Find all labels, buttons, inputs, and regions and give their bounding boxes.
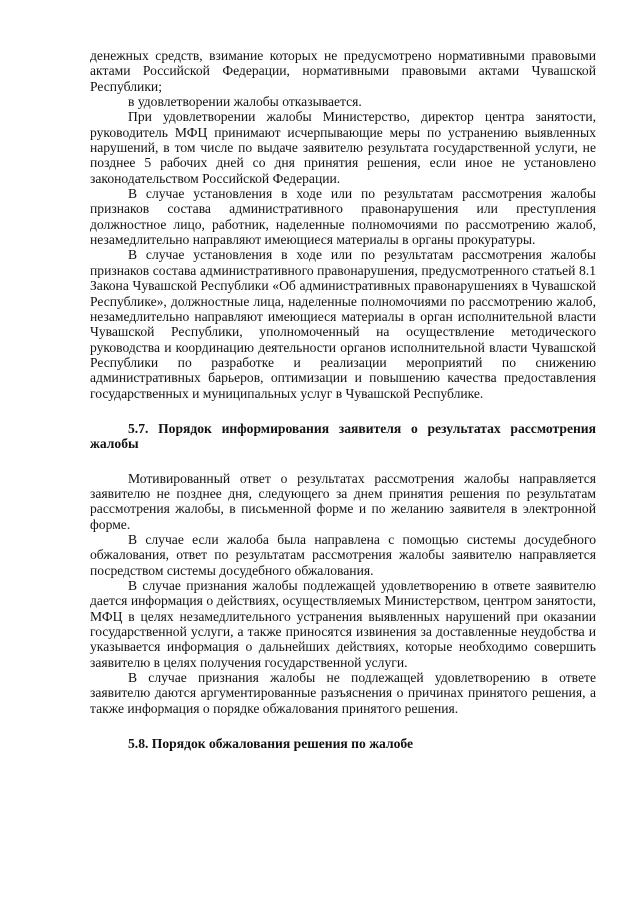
paragraph-pretrial-system: В случае если жалоба была направлена с помощью системы досудебного обжалования, ответ по результатам рассмотрения жалобы заявителю направляется посредством системы досудебного обжалования. [90,531,596,578]
section-heading-5-7: 5.7. Порядок информирования заявителя о результатах рассмотрения жалобы [90,420,596,452]
spacer [90,401,596,421]
paragraph-complaint-rejected: В случае признания жалобы не подлежащей удовлетворению в ответе заявителю даются аргументированные разъяснения о причинах принятого решения, а также информация о порядке обжалования принятого решения. [90,670,596,716]
spacer [90,452,596,471]
paragraph-prosecutor-referral: В случае установления в ходе или по результатам рассмотрения жалобы признаков состава административного правонарушения или преступления должностное лицо, работник, наделенные полномочиями по рассмотрению жалоб, незамедлительно направляют имеющиеся материалы в органы прокуратуры. [90,186,596,248]
paragraph-administrative-offense: В случае установления в ходе или по результатам рассмотрения жалобы признаков состава административного правонарушения, предусмотренного статьей 8.1 Закона Чувашской Республики «Об административных правонарушениях в Чувашской Республике», должностные лица, наделенные полномочиями по рассмотрению жалоб, незамедлительно направляют имеющиеся материалы в орган исполнительной власти Чувашской Республики, уполномоченный на осуществление методического руководства и координацию деятельности органов исполнительной власти Чувашской Республики по разработке и реализации мероприятий по снижению административных барьеров, оптимизации и повышению качества предоставления государственных и муниципальных услуг в Чувашской Республике. [90,247,596,401]
spacer [90,716,596,736]
paragraph-satisfaction-measures: При удовлетворении жалобы Министерство, директор центра занятости, руководитель МФЦ принимают исчерпывающие меры по устранению выявленных нарушений, в том числе по выдаче заявителю результата государственной услуги, не позднее 5 рабочих дней со дня принятия решения, если иное не установлено законодательством Российской Федерации. [90,109,596,186]
paragraph-fees: денежных средств, взимание которых не предусмотрено нормативными правовыми актами Российской Федерации, нормативными правовыми актами Чувашской Республики; [90,48,596,94]
paragraph-motivated-answer: Мотивированный ответ о результатах рассмотрения жалобы направляется заявителю не позднее дня, следующего за днем принятия решения по результатам рассмотрения жалобы, в письменной форме и по желанию заявителя в электронной форме. [90,470,596,532]
document-page [90,48,596,751]
paragraph-complaint-satisfied: В случае признания жалобы подлежащей удовлетворению в ответе заявителю дается информация о действиях, осуществляемых Министерством, центром занятости, МФЦ в целях незамедлительного устранения выявленных нарушений при оказании государственной услуги, а также приносятся извинения за доставленные неудобства и указывается информация о дальнейших действиях, которые необходимо совершить заявителю в целях получения государственной услуги. [90,578,596,670]
paragraph-refusal: в удовлетворении жалобы отказывается. [128,94,362,110]
section-heading-5-8: 5.8. Порядок обжалования решения по жалобе [128,736,414,752]
